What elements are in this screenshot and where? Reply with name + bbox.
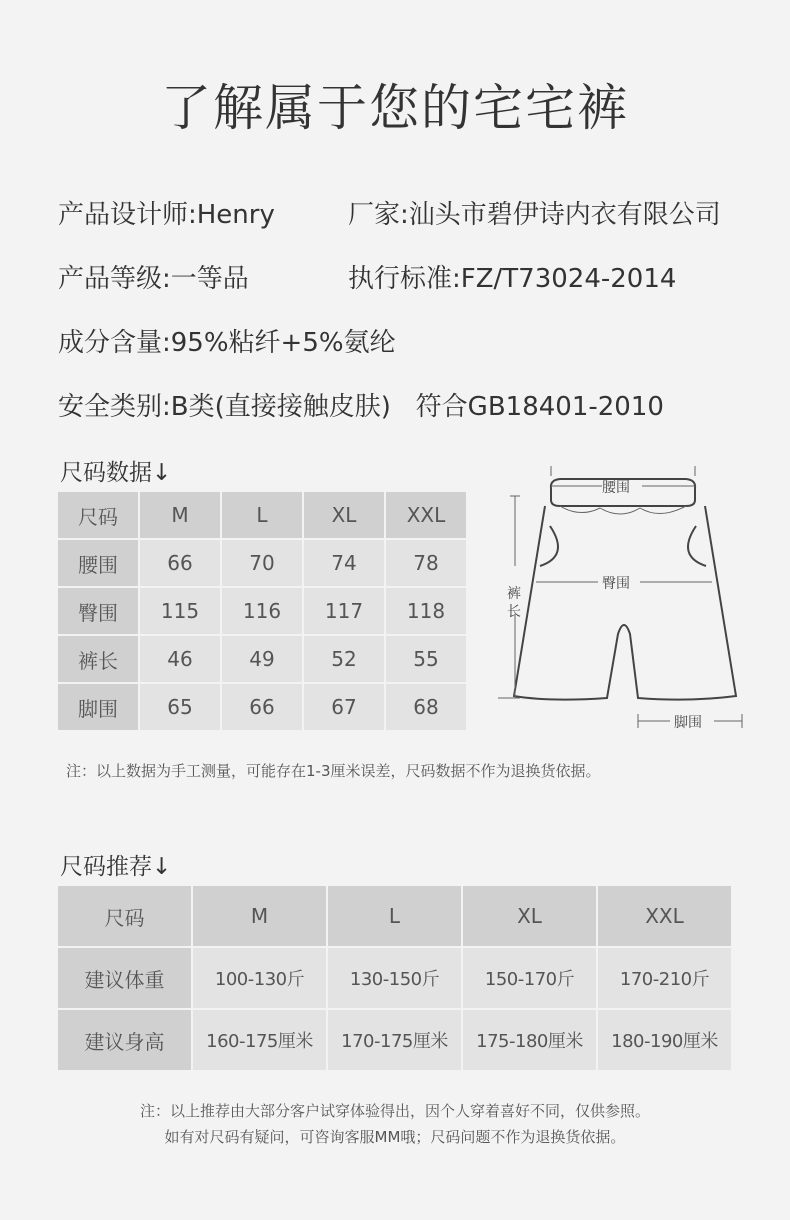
left-pocket <box>540 526 558 566</box>
size-rec-heading: 尺码推荐↓ <box>60 854 172 880</box>
table-header-cell: M <box>140 492 220 538</box>
table-cell: 130-150斤 <box>328 948 461 1008</box>
table-cell: 170-175厘米 <box>328 1010 461 1070</box>
row-label-cell: 建议体重 <box>58 948 191 1008</box>
table-cell: 116 <box>222 588 302 634</box>
table-cell: 46 <box>140 636 220 682</box>
table-cell: 117 <box>304 588 384 634</box>
hip-label: 臀围 <box>602 576 630 592</box>
standard-info: 执行标准:FZ/T73024-2014 <box>348 264 677 294</box>
table-cell: 66 <box>140 540 220 586</box>
page-title: 了解属于您的宅宅裤 <box>161 79 629 137</box>
table-cell: 100-130斤 <box>193 948 326 1008</box>
table-cell: 160-175厘米 <box>193 1010 326 1070</box>
table-header-cell: XL <box>304 492 384 538</box>
table-cell: 118 <box>386 588 466 634</box>
size-rec-note-1: 注：以上推荐由大部分客户试穿体验得出，因个人穿着喜好不同，仅供参照。 <box>139 1102 650 1120</box>
length-label-2: 长 <box>507 604 521 620</box>
table-header-cell: L <box>222 492 302 538</box>
row-label-cell: 臀围 <box>58 588 138 634</box>
safety-info: 安全类别:B类(直接接触皮肤) 符合GB18401-2010 <box>58 392 664 422</box>
waist-gathers <box>560 506 686 514</box>
size-rec-note-2: 如有对尺码有疑问，可咨询客服MM哦；尺码问题不作为退换货依据。 <box>164 1128 626 1146</box>
waist-label: 腰围 <box>602 480 630 496</box>
table-cell: 175-180厘米 <box>463 1010 596 1070</box>
table-header-cell: 尺码 <box>58 492 138 538</box>
factory-info: 厂家:汕头市碧伊诗内衣有限公司 <box>348 200 721 230</box>
length-label-1: 裤 <box>507 586 521 602</box>
shorts-outline <box>514 506 736 700</box>
table-cell: 70 <box>222 540 302 586</box>
table-header-cell: 尺码 <box>58 886 191 946</box>
table-header-cell: XL <box>463 886 596 946</box>
table-cell: 150-170斤 <box>463 948 596 1008</box>
grade-info: 产品等级:一等品 <box>58 264 249 294</box>
size-data-note: 注：以上数据为手工测量，可能存在1-3厘米误差，尺码数据不作为退换货依据。 <box>66 762 601 780</box>
row-label-cell: 脚围 <box>58 684 138 730</box>
row-label-cell: 裤长 <box>58 636 138 682</box>
shorts-diagram <box>490 466 750 736</box>
row-label-cell: 腰围 <box>58 540 138 586</box>
size-data-heading: 尺码数据↓ <box>60 460 172 486</box>
table-cell: 170-210斤 <box>598 948 731 1008</box>
table-cell: 66 <box>222 684 302 730</box>
table-header-cell: M <box>193 886 326 946</box>
table-cell: 67 <box>304 684 384 730</box>
table-cell: 180-190厘米 <box>598 1010 731 1070</box>
composition-info: 成分含量:95%粘纤+5%氨纶 <box>58 328 396 358</box>
table-header-cell: XXL <box>598 886 731 946</box>
table-cell: 52 <box>304 636 384 682</box>
row-label-cell: 建议身高 <box>58 1010 191 1070</box>
table-cell: 49 <box>222 636 302 682</box>
table-cell: 115 <box>140 588 220 634</box>
table-cell: 78 <box>386 540 466 586</box>
leg-label: 脚围 <box>674 715 702 731</box>
table-header-cell: L <box>328 886 461 946</box>
designer-info: 产品设计师:Henry <box>58 200 275 230</box>
table-cell: 68 <box>386 684 466 730</box>
table-header-cell: XXL <box>386 492 466 538</box>
table-cell: 74 <box>304 540 384 586</box>
right-pocket <box>688 526 706 566</box>
table-cell: 65 <box>140 684 220 730</box>
table-cell: 55 <box>386 636 466 682</box>
